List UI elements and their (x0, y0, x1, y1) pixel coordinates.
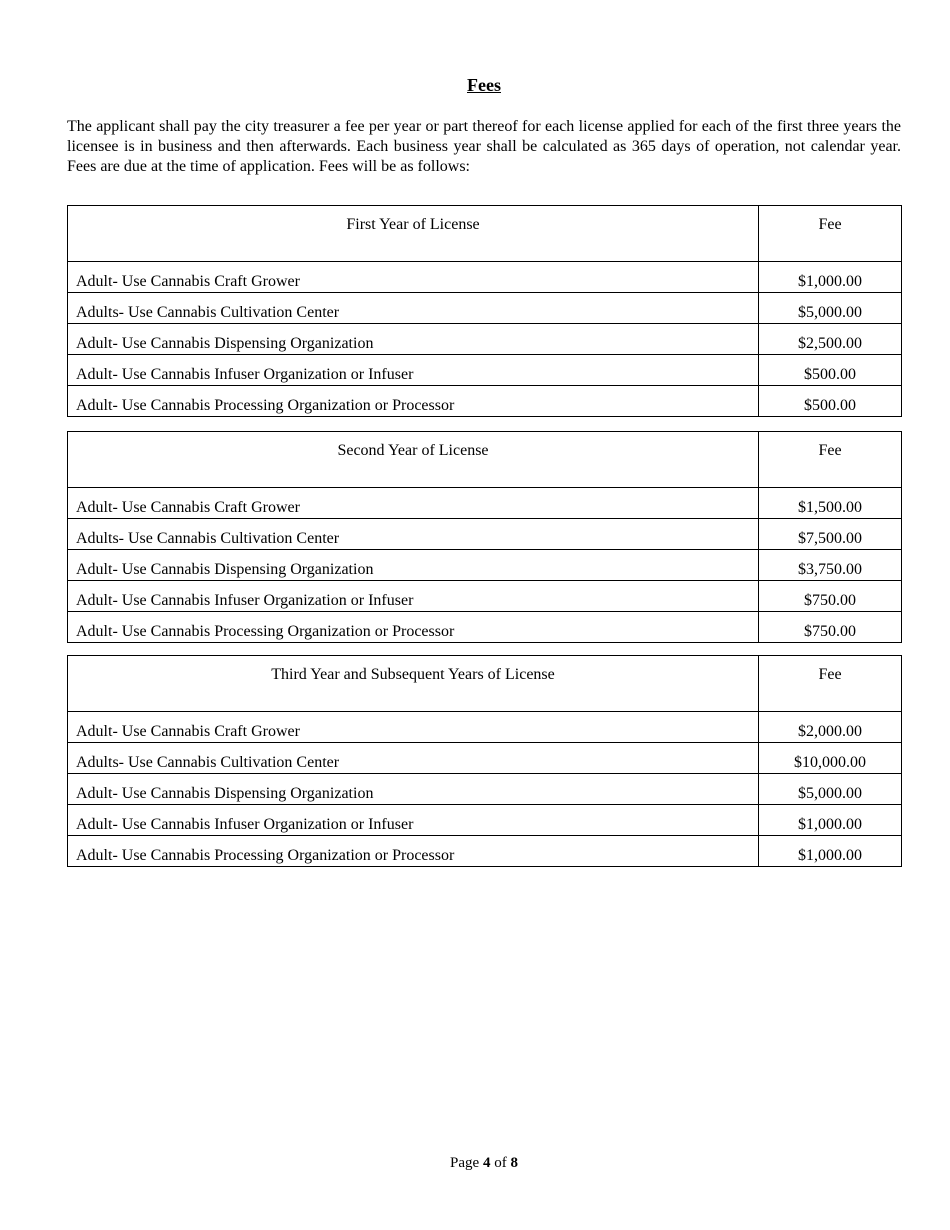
fee-amount: $2,000.00 (759, 712, 902, 743)
table-row (68, 262, 902, 293)
license-type: Adults- Use Cannabis Cultivation Center (68, 293, 759, 324)
fee-amount: $1,000.00 (759, 805, 902, 836)
table-row (68, 488, 902, 519)
license-type: Adult- Use Cannabis Craft Grower (68, 262, 759, 293)
table-row (68, 774, 902, 805)
table-row (68, 355, 902, 386)
current-page-number: 4 (482, 1155, 491, 1171)
table-header-fee: Fee (759, 432, 902, 488)
table-header-fee: Fee (759, 206, 902, 262)
fee-amount: $2,500.00 (759, 324, 902, 355)
table-row (68, 581, 902, 612)
fee-amount: $750.00 (759, 612, 902, 643)
fee-amount: $1,500.00 (759, 488, 902, 519)
table-row (68, 836, 902, 867)
license-type: Adult- Use Cannabis Processing Organization or Processor (68, 386, 759, 417)
fee-table-second-year (67, 431, 902, 643)
license-type: Adult- Use Cannabis Dispensing Organization (68, 550, 759, 581)
table-header-label: Third Year and Subsequent Years of License (68, 656, 759, 712)
license-type: Adult- Use Cannabis Infuser Organization or Infuser (68, 355, 759, 386)
table-row (68, 293, 902, 324)
table-header-row (68, 432, 902, 488)
license-type: Adults- Use Cannabis Cultivation Center (68, 519, 759, 550)
table-row (68, 743, 902, 774)
license-type: Adult- Use Cannabis Infuser Organization or Infuser (68, 805, 759, 836)
fee-table-first-year (67, 205, 902, 417)
table-row (68, 324, 902, 355)
license-type: Adult- Use Cannabis Dispensing Organization (68, 774, 759, 805)
license-type: Adult- Use Cannabis Processing Organization or Processor (68, 836, 759, 867)
table-header-row (68, 206, 902, 262)
license-type: Adults- Use Cannabis Cultivation Center (68, 743, 759, 774)
table-row (68, 612, 902, 643)
fee-amount: $10,000.00 (759, 743, 902, 774)
fee-amount: $7,500.00 (759, 519, 902, 550)
license-type: Adult- Use Cannabis Craft Grower (68, 488, 759, 519)
page-title: Fees (467, 75, 501, 95)
table-row (68, 550, 902, 581)
fee-amount: $1,000.00 (759, 836, 902, 867)
fee-amount: $500.00 (759, 355, 902, 386)
table-row (68, 805, 902, 836)
license-type: Adult- Use Cannabis Craft Grower (68, 712, 759, 743)
fee-amount: $1,000.00 (759, 262, 902, 293)
table-row (68, 712, 902, 743)
page-label: Page (450, 1155, 480, 1171)
fee-table-third-year (67, 655, 902, 867)
page-of-label: of (494, 1155, 507, 1171)
intro-paragraph: The applicant shall pay the city treasurer a fee per year or part thereof for each license applied for each of the first three years the licensee is in business and then afterwards. Each business year shall be calculated as 365 days of operation, not calendar year. Fees are due at the time of application. Fees will be as follows: (67, 118, 901, 175)
table-row (68, 519, 902, 550)
fee-amount: $5,000.00 (759, 774, 902, 805)
fee-amount: $750.00 (759, 581, 902, 612)
table-header-fee: Fee (759, 656, 902, 712)
table-header-row (68, 656, 902, 712)
fee-amount: $500.00 (759, 386, 902, 417)
license-type: Adult- Use Cannabis Infuser Organization or Infuser (68, 581, 759, 612)
total-page-count: 8 (510, 1155, 518, 1171)
table-header-label: Second Year of License (68, 432, 759, 488)
fee-amount: $3,750.00 (759, 550, 902, 581)
license-type: Adult- Use Cannabis Processing Organization or Processor (68, 612, 759, 643)
page-number-footer (0, 1155, 950, 1172)
table-header-label: First Year of License (68, 206, 759, 262)
fee-amount: $5,000.00 (759, 293, 902, 324)
license-type: Adult- Use Cannabis Dispensing Organization (68, 324, 759, 355)
table-row (68, 386, 902, 417)
